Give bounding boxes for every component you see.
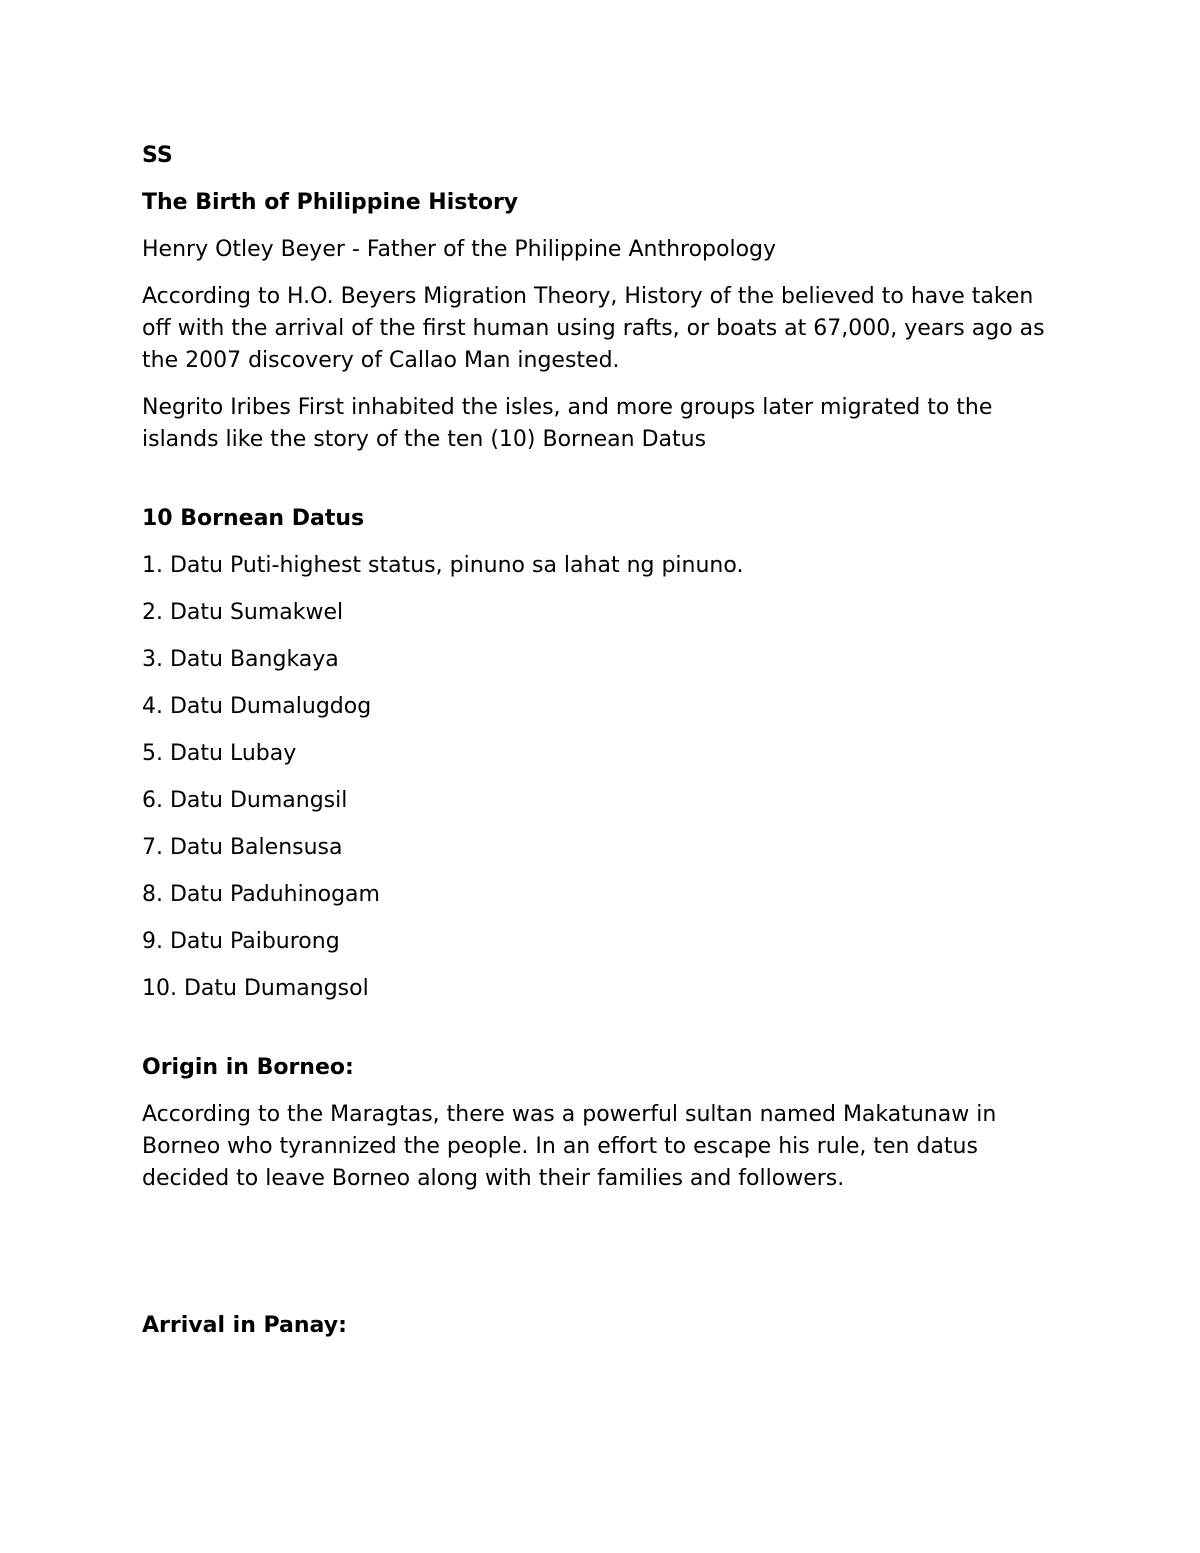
list-item: 6. Datu Dumangsil [142, 788, 348, 813]
list-item: 5. Datu Lubay [142, 741, 297, 766]
document-body [142, 140, 1062, 1357]
datus-heading: 10 Bornean Datus [142, 506, 365, 531]
beyer-line: Henry Otley Beyer - Father of the Philippine Anthropology [142, 237, 777, 262]
origin-paragraph: According to the Maragtas, there was a powerful sultan named Makatunaw in Borneo who tyrannized the people. In an effort to escape his rule, ten datus decided to leave Borneo along with their families and followers. [142, 1102, 997, 1191]
spacer [142, 1020, 1062, 1052]
spacer [142, 1210, 1062, 1310]
document-title: The Birth of Philippine History [142, 190, 519, 215]
datus-list [142, 550, 1062, 1005]
negrito-paragraph: Negrito Iribes First inhabited the isles, and more groups later migrated to the islands like the story of the ten (10) Bornean Datus [142, 395, 993, 452]
list-item: 8. Datu Paduhinogam [142, 882, 380, 907]
list-item: 3. Datu Bangkaya [142, 647, 339, 672]
spacer [142, 471, 1062, 503]
list-item: 10. Datu Dumangsol [142, 976, 369, 1001]
origin-heading: Origin in Borneo: [142, 1055, 354, 1080]
list-item: 1. Datu Puti-highest status, pinuno sa lahat ng pinuno. [142, 553, 744, 578]
list-item: 2. Datu Sumakwel [142, 600, 344, 625]
arrival-heading: Arrival in Panay: [142, 1313, 347, 1338]
list-item: 4. Datu Dumalugdog [142, 694, 372, 719]
list-item: 7. Datu Balensusa [142, 835, 343, 860]
list-item: 9. Datu Paiburong [142, 929, 340, 954]
migration-paragraph: According to H.O. Beyers Migration Theory, History of the believed to have taken off with the arrival of the first human using rafts, or boats at 67,000, years ago as the 2007 discovery of Callao Man ingested. [142, 284, 1045, 373]
top-heading: SS [142, 143, 173, 168]
